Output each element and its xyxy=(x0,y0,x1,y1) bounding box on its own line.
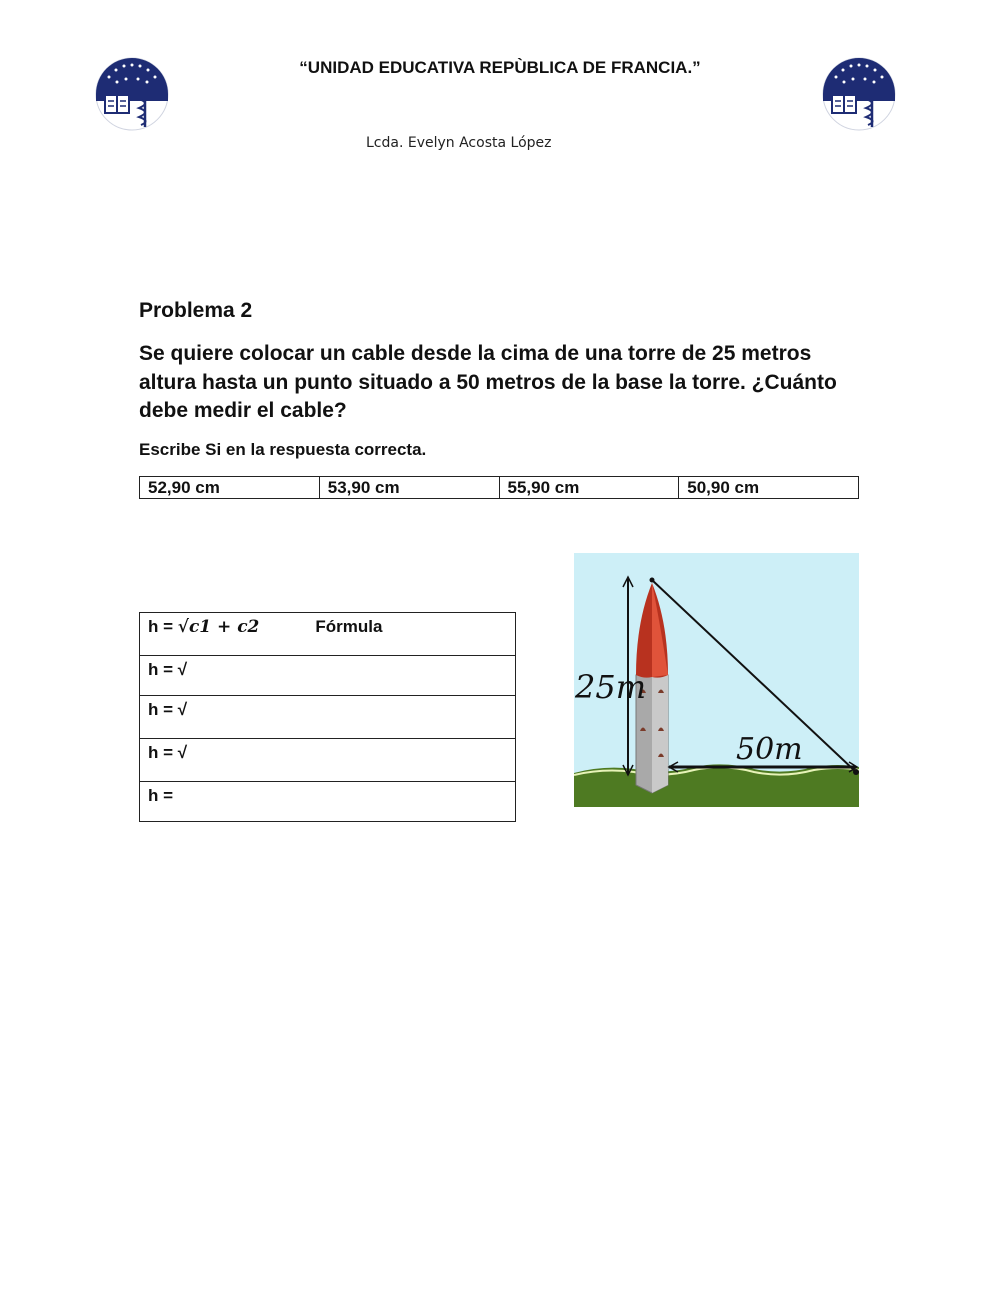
answer-option[interactable]: 53,90 cm xyxy=(319,477,499,499)
formula-expression: √c1 + c2 xyxy=(177,617,260,637)
calc-cell[interactable]: h = √ xyxy=(140,656,516,696)
answer-options-table xyxy=(139,476,859,499)
calc-row-result xyxy=(140,782,516,822)
teacher-name: Lcda. Evelyn Acosta López xyxy=(366,135,552,151)
school-title: “UNIDAD EDUCATIVA REPÙBLICA DE FRANCIA.” xyxy=(299,58,701,77)
calc-row xyxy=(140,656,516,696)
calc-cell[interactable]: h = √ xyxy=(140,739,516,782)
formula-label: Fórmula xyxy=(315,617,383,636)
calculation-table xyxy=(139,612,516,822)
answer-option[interactable]: 55,90 cm xyxy=(499,477,679,499)
height-label: 25m xyxy=(575,668,647,706)
school-logo-right xyxy=(820,55,898,133)
answer-option[interactable]: 50,90 cm xyxy=(679,477,859,499)
calc-cell-formula[interactable] xyxy=(140,613,516,656)
calc-cell[interactable]: h = √ xyxy=(140,696,516,739)
calc-cell-result[interactable]: h = xyxy=(140,782,516,822)
problem-statement: Se quiere colocar un cable desde la cima de una torre de 25 metros altura hasta un punto situado a 50 metros de la base la torre. ¿Cuánto debe medir el cable? xyxy=(139,342,837,422)
calc-prefix: h = xyxy=(148,617,178,636)
answer-option[interactable]: 52,90 cm xyxy=(140,477,320,499)
calc-row xyxy=(140,696,516,739)
calc-row-formula xyxy=(140,613,516,656)
base-label: 50m xyxy=(736,732,803,767)
answer-options-row xyxy=(140,477,859,499)
instruction-text: Escribe Si en la respuesta correcta. xyxy=(139,440,427,459)
calc-row xyxy=(140,739,516,782)
tower-cable-figure xyxy=(574,553,859,807)
problem-title: Problema 2 xyxy=(139,299,253,322)
school-logo-left xyxy=(93,55,171,133)
